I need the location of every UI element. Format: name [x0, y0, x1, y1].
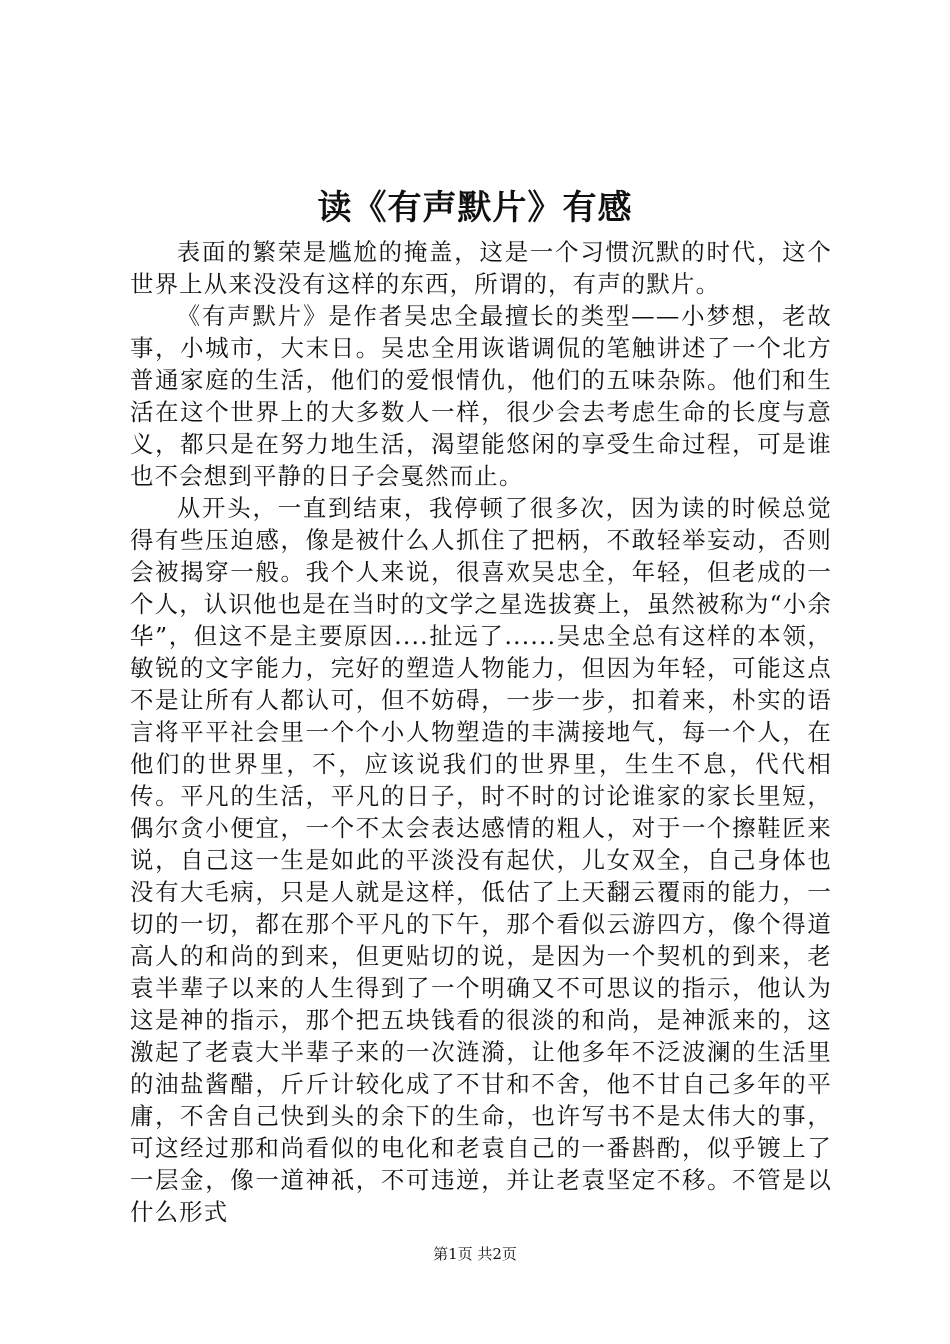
page-number-footer: 第1页 共2页 [433, 1245, 517, 1263]
paragraph-3: 从开头，一直到结束，我停顿了很多次，因为读的时候总觉得有些压迫感，像是被什么人抓住了把柄，不敢轻举妄动，否则会被揭穿一般。我个人来说，很喜欢吴忠全，年轻，但老成的一个人，认识他也是在当时的文学之星选拔赛上，虽然被称为“小余华”，但这不是主要原因....扯远了......吴忠全总有这样的本领，敏锐的文字能力，完好的塑造人物能力，但因为年轻，可能这点不是让所有人都认可，但不妨碍，一步一步，扣着来，朴实的语言将平平社会里一个个小人物塑造的丰满接地气，每一个人，在他们的世界里，不，应该说我们的世界里，生生不息，代代相传。平凡的生活，平凡的日子，时不时的讨论谁家的家长里短，偶尔贪小便宜，一个不太会表达感情的粗人，对于一个擦鞋匠来说，自己这一生是如此的平淡没有起伏，儿女双全，自己身体也没有大毛病，只是人就是这样，低估了上天翻云覆雨的能力，一切的一切，都在那个平凡的下午，那个看似云游四方，像个得道高人的和尚的到来，但更贴切的说，是因为一个契机的到来，老袁半辈子以来的人生得到了一个明确又不可思议的指示，他认为这是神的指示，那个把五块钱看的很淡的和尚，是神派来的，这激起了老袁大半辈子来的一次涟漪，让他多年不泛波澜的生活里的油盐酱醋，斤斤计较化成了不甘和不舍，他不甘自己多年的平庸，不舍自己快到头的余下的生命，也许写书不是太伟大的事，可这经过那和尚看似的电化和老袁自己的一番斟酌，似乎镀上了一层金，像一道神祇，不可违逆，并让老袁坚定不移。不管是以什么形式 [130, 494, 832, 1226]
document-title: 读《有声默片》有感 [317, 188, 633, 228]
paragraph-2: 《有声默片》是作者吴忠全最擅长的类型——小梦想，老故事，小城市，大末日。吴忠全用诙谐调侃的笔触讲述了一个北方普通家庭的生活，他们的爱恨情仇，他们的五味杂陈。他们和生活在这个世界上的大多数人一样，很少会去考虑生命的长度与意义，都只是在努力地生活，渴望能悠闲的享受生命过程，可是谁也不会想到平静的日子会戛然而止。 [130, 302, 832, 490]
paragraph-1: 表面的繁荣是尴尬的掩盖，这是一个习惯沉默的时代，这个世界上从来没没有这样的东西，所谓的，有声的默片。 [130, 238, 832, 298]
document-body [130, 236, 832, 1228]
